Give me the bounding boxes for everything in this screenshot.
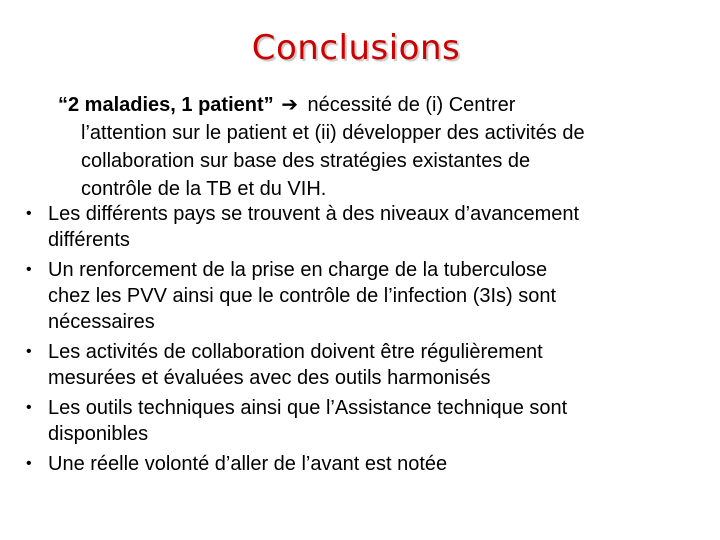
intro-line: l’attention sur le patient et (ii) développer des activités de xyxy=(81,122,585,144)
bullet-text xyxy=(48,257,702,335)
bullet-item xyxy=(22,201,702,253)
bullet-text-line: Les outils techniques ainsi que l’Assistance technique sont xyxy=(48,397,568,419)
right-arrow-icon: ➔ xyxy=(281,94,298,116)
bullet-text-line: nécessaires xyxy=(48,311,155,333)
intro-line xyxy=(58,91,698,119)
slide-title: Conclusions xyxy=(251,28,461,68)
bullet-list xyxy=(22,201,702,481)
bullet-text-line: Les activités de collaboration doivent être régulièrement xyxy=(48,341,543,363)
intro-quote: “2 maladies, 1 patient” xyxy=(58,94,274,116)
bullet-text-line: mesurées et évaluées avec des outils harmonisés xyxy=(48,367,491,389)
bullet-text xyxy=(48,451,702,477)
bullet-item xyxy=(22,339,702,391)
bullet-text-line: différents xyxy=(48,229,130,251)
bullet-text xyxy=(48,339,702,391)
intro-paragraph xyxy=(58,91,698,203)
bullet-dot-icon: • xyxy=(26,343,32,360)
bullet-text-line: disponibles xyxy=(48,423,149,445)
intro-line: contrôle de la TB et du VIH. xyxy=(81,178,327,200)
bullet-dot-icon: • xyxy=(26,399,32,416)
intro-line-text: nécessité de (i) Centrer xyxy=(307,94,516,116)
bullet-text-line: Une réelle volonté d’aller de l’avant est notée xyxy=(48,453,448,475)
bullet-text-line: Un renforcement de la prise en charge de la tuberculose xyxy=(48,259,548,281)
bullet-text-line: Les différents pays se trouvent à des niveaux d’avancement xyxy=(48,203,580,225)
bullet-item xyxy=(22,451,702,477)
bullet-item xyxy=(22,395,702,447)
bullet-text xyxy=(48,395,702,447)
bullet-dot-icon: • xyxy=(26,205,32,222)
bullet-text-line: chez les PVV ainsi que le contrôle de l’infection (3Is) sont xyxy=(48,285,557,307)
bullet-text xyxy=(48,201,702,253)
bullet-dot-icon: • xyxy=(26,455,32,472)
bullet-item xyxy=(22,257,702,335)
intro-line: collaboration sur base des stratégies existantes de xyxy=(81,150,531,172)
bullet-dot-icon: • xyxy=(26,261,32,278)
